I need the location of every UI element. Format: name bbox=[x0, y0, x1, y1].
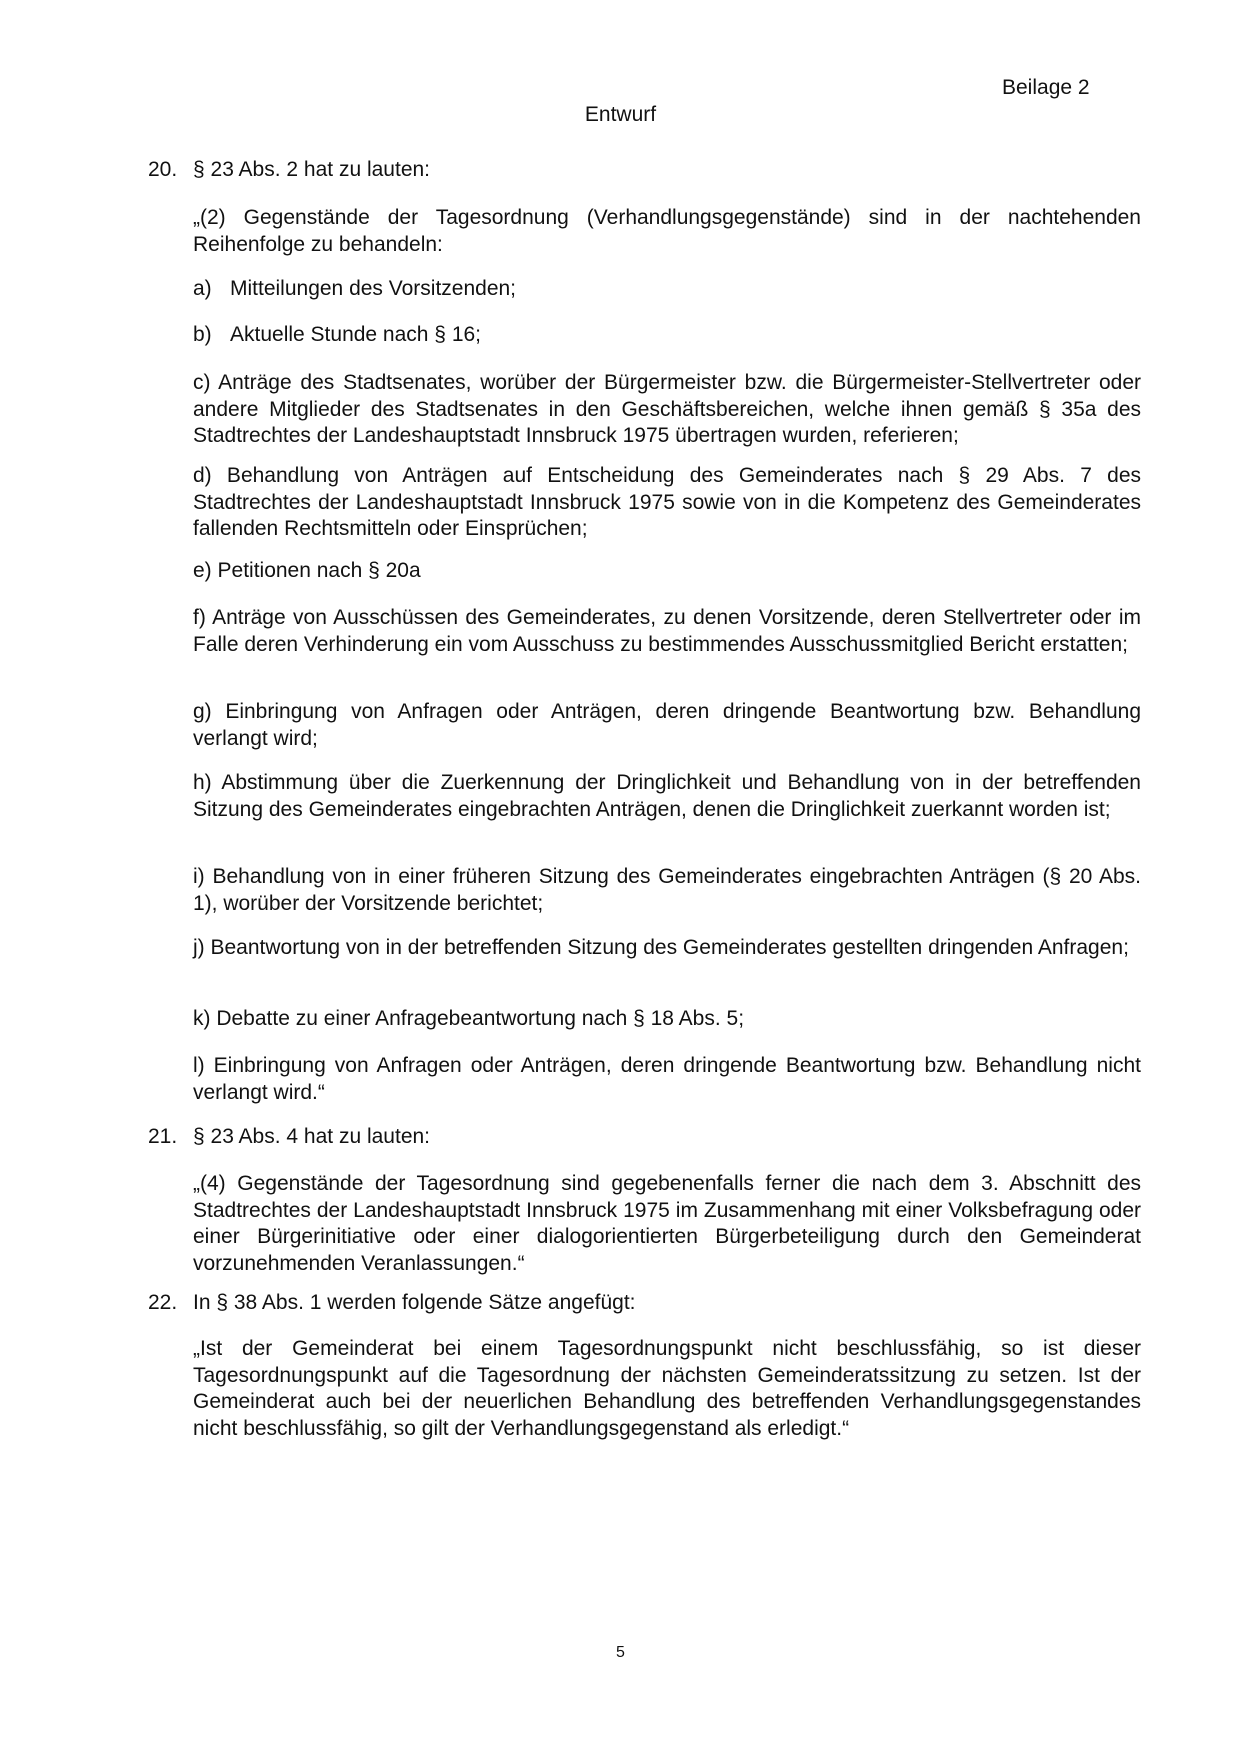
section-intro: „(2) Gegenstände der Tagesordnung (Verhandlungsgegenstände) sind in der nachtehenden Reihenfolge zu behandeln: bbox=[193, 206, 1141, 256]
page-number: 5 bbox=[616, 1644, 625, 1661]
list-item-label: b) bbox=[193, 323, 212, 346]
section-body: „Ist der Gemeinderat bei einem Tagesordnungspunkt nicht beschlussfähig, so ist dieser Tagesordnungspunkt auf die Tagesordnung der nächsten Gemeinderatssitzung zu setzen. Ist der Gemeinderat auch bei der neuerlichen Behandlung des betreffenden Verhandlungsgegenstandes nicht beschlussfähig, so gilt der Verhandlungsgegenstand als erledigt.“ bbox=[193, 1337, 1141, 1440]
section-number: 20. bbox=[148, 158, 178, 181]
list-item: h) Abstimmung über die Zuerkennung der Dringlichkeit und Behandlung von in der betreffenden Sitzung des Gemeinderates eingebrachten Anträgen, denen die Dringlichkeit zuerkannt worden ist; bbox=[193, 771, 1141, 821]
list-item: c) Anträge des Stadtsenates, worüber der Bürgermeister bzw. die Bürgermeister-Stellvertreter oder andere Mitglieder des Stadtsenates in den Geschäftsbereichen, welche ihnen gemäß § 35a des Stadtrechtes der Landeshauptstadt Innsbruck 1975 übertragen wurden, referieren; bbox=[193, 371, 1141, 447]
section-heading: § 23 Abs. 4 hat zu lauten: bbox=[193, 1125, 431, 1148]
section-body: „(4) Gegenstände der Tagesordnung sind gegebenenfalls ferner die nach dem 3. Abschnitt des Stadtrechtes der Landeshauptstadt Innsbruck 1975 im Zusammenhang mit einer Volksbefragung oder einer Bürgerinitiative oder einer dialogorientierten Bürgerbeteiligung durch den Gemeinderat vorzunehmenden Veranlassungen.“ bbox=[193, 1172, 1141, 1275]
list-item-label: a) bbox=[193, 277, 212, 300]
draft-label: Entwurf bbox=[584, 103, 657, 126]
list-item: g) Einbringung von Anfragen oder Anträgen, deren dringende Beantwortung bzw. Behandlung verlangt wird; bbox=[193, 700, 1141, 750]
list-item: Aktuelle Stunde nach § 16; bbox=[230, 323, 482, 346]
list-item: Mitteilungen des Vorsitzenden; bbox=[230, 277, 517, 300]
section-number: 22. bbox=[148, 1291, 178, 1314]
attachment-label: Beilage 2 bbox=[1002, 76, 1090, 99]
list-item: k) Debatte zu einer Anfragebeantwortung nach § 18 Abs. 5; bbox=[193, 1007, 745, 1030]
list-item: f) Anträge von Ausschüssen des Gemeinderates, zu denen Vorsitzende, deren Stellvertreter oder im Falle deren Verhinderung ein vom Ausschuss zu bestimmendes Ausschussmitglied Bericht erstatten; bbox=[193, 606, 1141, 656]
list-item: d) Behandlung von Anträgen auf Entscheidung des Gemeinderates nach § 29 Abs. 7 des Stadtrechtes der Landeshauptstadt Innsbruck 1975 sowie von in die Kompetenz des Gemeinderates fallenden Rechtsmitteln oder Einsprüchen; bbox=[193, 464, 1141, 540]
section-number: 21. bbox=[148, 1125, 178, 1148]
list-item: l) Einbringung von Anfragen oder Anträgen, deren dringende Beantwortung bzw. Behandlung nicht verlangt wird.“ bbox=[193, 1054, 1141, 1104]
list-item: e) Petitionen nach § 20a bbox=[193, 559, 421, 582]
list-item: j) Beantwortung von in der betreffenden Sitzung des Gemeinderates gestellten dringenden Anfragen; bbox=[193, 936, 1129, 959]
section-heading: § 23 Abs. 2 hat zu lauten: bbox=[193, 158, 431, 181]
section-heading: In § 38 Abs. 1 werden folgende Sätze angefügt: bbox=[193, 1291, 636, 1314]
list-item: i) Behandlung von in einer früheren Sitzung des Gemeinderates eingebrachten Anträgen (§ 20 Abs. 1), worüber der Vorsitzende berichtet; bbox=[193, 865, 1141, 915]
